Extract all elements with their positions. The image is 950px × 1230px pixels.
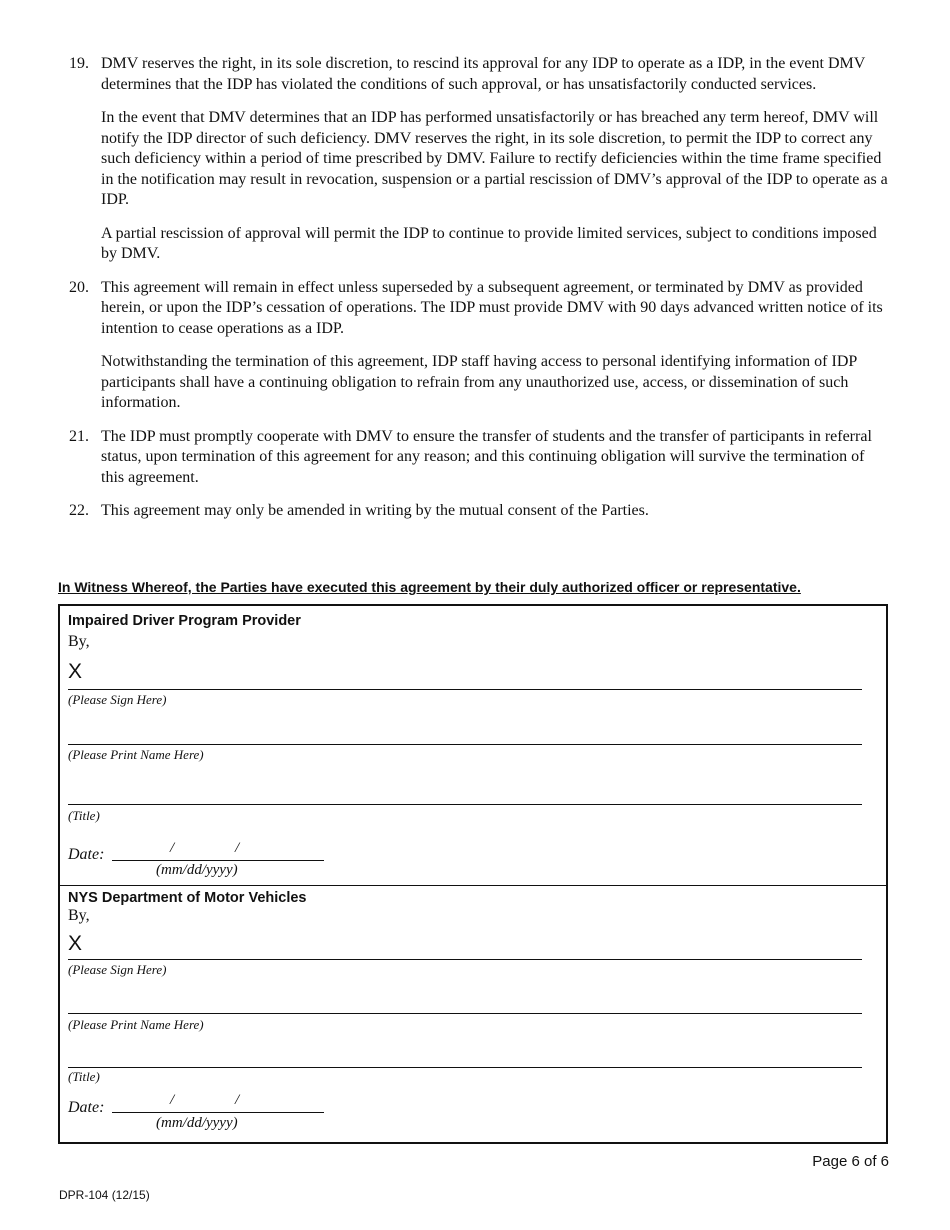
signature-box	[58, 604, 888, 1144]
clause-number: 21.	[69, 427, 89, 445]
clause-paragraph: Notwithstanding the termination of this agreement, IDP staff having access to personal identifying information of IDP participants shall have a continuing obligation to refrain from any unauthorized use, access, or dissemination of such information.	[101, 353, 857, 411]
clause-paragraph: The IDP must promptly cooperate with DMV to ensure the transfer of students and the transfer of participants in referral status, upon termination of this agreement for any reason; and this continuing obligation will survive the termination of this agreement.	[101, 427, 872, 486]
provider-date-line[interactable]	[112, 860, 324, 861]
provider-date-slash: /	[235, 840, 240, 856]
clauses-list	[0, 54, 950, 535]
clause-21	[69, 427, 891, 489]
dmv-date-slash: /	[170, 1092, 175, 1108]
dmv-heading: NYS Department of Motor Vehicles	[68, 890, 307, 906]
clause-19	[69, 54, 891, 265]
provider-date-format: (mm/dd/yyyy)	[156, 862, 238, 878]
clause-number: 19.	[69, 55, 89, 72]
provider-date-label: Date:	[68, 846, 105, 863]
provider-signature-section	[60, 606, 886, 885]
provider-print-name-line[interactable]	[68, 744, 862, 745]
clause-22	[69, 501, 891, 522]
provider-title-caption: (Title)	[68, 808, 100, 823]
dmv-title-caption: (Title)	[68, 1069, 100, 1084]
page-number: Page 6 of 6	[812, 1153, 889, 1170]
dmv-date-label: Date:	[68, 1099, 105, 1116]
dmv-by-label: By,	[68, 907, 90, 924]
provider-date-slash: /	[170, 840, 175, 856]
form-id: DPR-104 (12/15)	[59, 1188, 150, 1202]
provider-heading: Impaired Driver Program Provider	[68, 613, 301, 629]
clause-paragraph: In the event that DMV determines that an IDP has performed unsatisfactorily or has breached any term hereof, DMV will notify the IDP director of such deficiency. DMV reserves the right, in its sole discretion, to permit the IDP to correct any such deficiency within a period of time prescribed by DMV. Failure to rectify deficiencies within the time frame specified in the notification may result in revocation, suspension or a partial rescission of DMV’s approval of the IDP to operate as a IDP.	[101, 109, 888, 208]
dmv-sign-caption: (Please Sign Here)	[68, 962, 167, 977]
dmv-date-format: (mm/dd/yyyy)	[156, 1115, 238, 1131]
provider-signature-x: X	[68, 660, 83, 683]
dmv-date-slash: /	[235, 1092, 240, 1108]
dmv-title-line[interactable]	[68, 1067, 862, 1068]
witness-statement: In Witness Whereof, the Parties have executed this agreement by their duly authorized officer or representative.	[58, 579, 801, 595]
dmv-signature-line[interactable]	[68, 959, 862, 960]
clause-paragraph: DMV reserves the right, in its sole discretion, to rescind its approval for any IDP to operate as a IDP, in the event DMV determines that the IDP has violated the conditions of such approval, or has unsatisfactorily conducted services.	[101, 55, 865, 93]
clause-paragraph: This agreement may only be amended in writing by the mutual consent of the Parties.	[101, 502, 649, 519]
dmv-date-line[interactable]	[112, 1112, 324, 1113]
provider-by-label: By,	[68, 633, 90, 650]
clause-20	[69, 278, 891, 414]
provider-print-caption: (Please Print Name Here)	[68, 747, 204, 762]
clause-number: 22.	[69, 502, 89, 519]
dmv-print-name-line[interactable]	[68, 1013, 862, 1014]
dmv-print-caption: (Please Print Name Here)	[68, 1017, 204, 1032]
provider-sign-caption: (Please Sign Here)	[68, 692, 167, 707]
dmv-signature-x: X	[68, 932, 83, 955]
clause-paragraph: A partial rescission of approval will permit the IDP to continue to provide limited services, subject to conditions imposed by DMV.	[101, 224, 877, 262]
dmv-signature-section	[60, 886, 886, 1144]
clause-number: 20.	[69, 278, 89, 296]
provider-signature-line[interactable]	[68, 689, 862, 690]
clause-paragraph: This agreement will remain in effect unless superseded by a subsequent agreement, or terminated by DMV as provided herein, or upon the IDP’s cessation of operations. The IDP must provide DMV with 90 days advanced written notice of its intention to cease operations as a IDP.	[101, 278, 883, 337]
provider-title-line[interactable]	[68, 804, 862, 805]
